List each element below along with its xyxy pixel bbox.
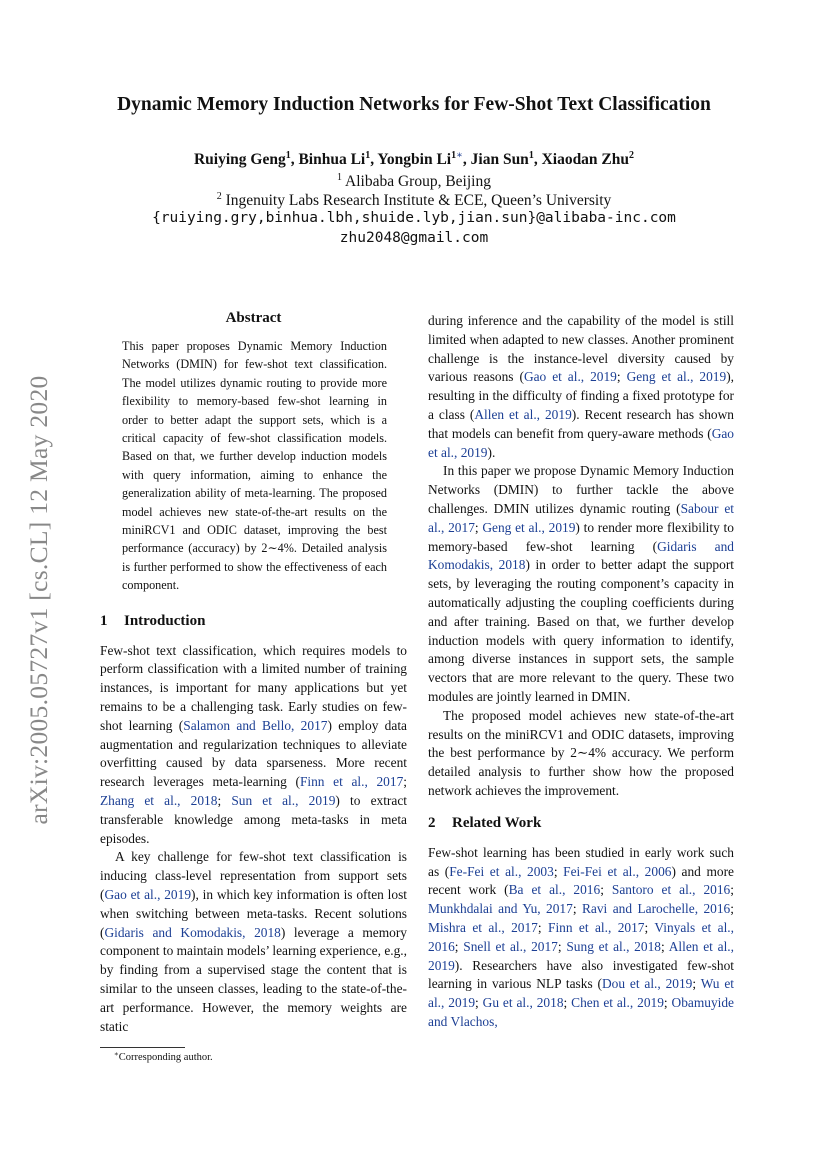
citation-link[interactable]: Allen et al., 2019 [428,938,735,973]
paragraph-text: ). Researchers have also investigated few-shot learning in various NLP tasks ( [428,957,734,992]
arxiv-stamp [20,355,58,845]
citation-link[interactable]: Munkhdalai and Yu, 2017 [428,901,573,917]
citation-link[interactable]: Geng et al., 2019 [626,369,727,385]
abstract-heading: Abstract [225,310,282,326]
citation-link[interactable]: Finn et al., 2017 [299,774,404,790]
paragraph-text: ) employ data augmentation and regularization techniques to alleviate overfitting caused by data sparseness. More recent research leverages meta-learning ( [100,717,407,790]
citation-link[interactable]: Gidaris and Komodakis, 2018 [104,924,281,940]
paragraph-text: ; [644,919,655,935]
citation-link[interactable]: Sung et al., 2018 [566,938,661,954]
arxiv-id: arXiv:2005.05727v1 [cs.CL] 12 May 2020 [24,375,53,825]
paragraph [100,848,407,1036]
section-heading-introduction: 1 Introduction [100,612,206,629]
paragraph-text: Few-shot text classification, which requires models to perform classification with a limited number of training instances, is important for many applications but yet remains to be a challenging task. Early studies on few-shot learning ( [100,642,407,733]
paragraph-text: ). Recent research has shown that models can benefit from query-aware methods ( [428,406,734,441]
paragraph-text: ), resulting in the difficulty of finding a fixed prototype for a class ( [428,369,735,422]
paragraph-text: ; [730,901,734,917]
paragraph-text: ; [557,938,567,954]
paragraph [428,462,734,706]
paragraph [428,707,734,801]
paragraph-text: Few-shot learning has been studied in early work such as ( [428,844,734,879]
author-list: Ruiying Geng$^1$, Binhua Li$^1$, Yongbin $Li^{1∗}$, Jian Sun$^1$, Xiaodan Zhu$^2$ [193,150,635,168]
paper-title: Dynamic Memory Induction Networks for Few-Shot Text Classification [117,94,711,115]
paragraph-text: ) in order to better adapt the support sets, by leveraging the routing component’s capacity in automatically adjusting the coupling coefficients during and after training. Based on that, we further develop induction models with query information to identify, among diverse instances in support sets, the sample vectors that are more relevant to the query. These two modules are jointly learned in DMIN. [428,557,734,704]
paragraph-text: ; [475,995,483,1011]
paragraph-text: ; [553,863,564,879]
paragraph-text: ; [537,919,548,935]
paragraph-text: ). [487,444,496,460]
citation-link[interactable]: Snell et al., 2017 [463,938,558,954]
citation-link[interactable]: Sabour et al., 2017 [428,500,734,535]
citation-link[interactable]: Gao et al., 2019 [523,369,617,385]
citation-link[interactable]: Ravi and Larochelle, 2016 [581,901,731,917]
author: Xiaodan Zhu$^2$ [541,150,635,168]
section-heading-related-work: 2 Related Work [428,814,542,831]
author: Binhua Li$^1$ [298,150,371,168]
paragraph-text: ; [616,369,627,385]
left-column [100,310,407,1036]
citation-link[interactable]: Salamon and Bello, 2017 [183,717,328,733]
paragraph-text: during inference and the capability of the model is still limited when adapted to new classes. Another prominent challenge is the instance-level diversity caused by various reasons ( [428,313,734,385]
author-email: zhu2048@gmail.com [339,230,489,246]
paragraph-text: ) to render more flexibility to memory-based few-shot learning ( [428,519,734,554]
citation-link[interactable]: Allen et al., 2019 [474,406,572,422]
author: Yongbin $Li^{1∗}$ [377,150,463,168]
citation-link[interactable]: Santoro et al., 2016 [611,882,731,898]
paragraph [100,642,407,849]
paragraph-text: ; [454,938,464,954]
paragraph-text: In this paper we propose Dynamic Memory Induction Networks (DMIN) to further tackle the above challenges. DMIN utilizes dynamic routing ( [428,463,734,516]
citation-link[interactable]: Ba et al., 2016 [508,882,601,898]
citation-link[interactable]: Gidaris and Komodakis, 2018 [428,538,734,573]
citation-link[interactable]: Finn et al., 2017 [548,919,645,935]
citation-link[interactable]: Obamuyide and Vlachos, [428,995,735,1029]
paragraph [428,312,734,462]
paragraph-text: ; [572,901,582,917]
citation-link[interactable]: Zhang et al., 2018 [100,793,218,809]
footnote-rule [100,1047,185,1048]
paragraph-text: ; [217,793,232,809]
paragraph-text: ; [474,519,483,535]
author: Ruiying Geng$^1$ [193,150,291,168]
citation-link[interactable]: Wu et al., 2019 [428,976,734,1011]
paragraph-text: ; [403,774,407,790]
affiliation: $^1$ Alibaba Group, Beijing [337,172,491,190]
paragraph-text: ; [663,995,672,1011]
author-email: {ruiying.gry,binhua.lbh,shuide.lyb,jian.sun}@alibaba-inc.com [152,210,676,226]
paragraph-text: ; [692,976,701,992]
citation-link[interactable]: Sun et al., 2019 [231,793,336,809]
citation-link[interactable]: Vinyals et al., 2016 [428,919,734,954]
paragraph-text: A key challenge for few-shot text classification is inducing class-level representation from support sets ( [100,849,407,903]
citation-link[interactable]: Geng et al., 2019 [482,519,576,535]
right-column [428,312,734,1032]
footnote: ∗Corresponding author. [114,1050,213,1063]
citation-link[interactable]: Gao et al., 2019 [104,887,192,903]
paragraph-text: ; [660,938,669,954]
citation-link[interactable]: Mishra et al., 2017 [428,919,538,935]
citation-link[interactable]: Dou et al., 2019 [601,976,693,992]
paragraph-text: The proposed model achieves new state-of-the-art results on the miniRCV1 and ODIC datasets, improving the best performance by 2∼4% accuracy. We perform detailed analysis to further show how the proposed network achieves the improvement. [428,707,734,798]
paragraph-text: ) to extract transferable knowledge among meta-tasks in meta episodes. [100,793,407,846]
paragraph-text: ) and more recent work ( [428,863,734,898]
citation-link[interactable]: Gao et al., 2019 [428,425,734,460]
paragraph-text: ), in which key information is often lost when switching between meta-tasks. Recent solutions ( [100,887,408,940]
citation-link[interactable]: Gu et al., 2018 [482,995,564,1011]
citation-link[interactable]: Fei-Fei et al., 2006 [563,863,672,879]
author: Jian Sun$^1$ [470,150,534,168]
paragraph-text: ) leverage a memory component to maintain models’ learning experience, e.g., by finding from a supervised stage the content that is similar to the unseen classes, leading to the state-of-the-art performance. However, the memory weights are static [100,924,407,1034]
citation-link[interactable]: Fe-Fei et al., 2003 [449,863,554,879]
paragraph-text: ; [563,995,572,1011]
corresponding-author-mark[interactable]: ∗ [456,150,463,161]
paragraph-text: ; [730,882,734,898]
affiliation: $^2$ Ingenuity Labs Research Institute & ECE, Queen’s University [216,191,612,209]
abstract-text: This paper proposes Dynamic Memory Induction Networks (DMIN) for few-shot text classification. The model utilizes dynamic routing to provide more flexibility to memory-based few-shot learning in order to better adapt the support sets, which is a critical capacity of few-shot classification models. Based on that, we further develop induction models with query information, aiming to enhance the generalization ability of meta-learning. The proposed model achieves new state-of-the-art results on the miniRCV1 and ODIC dataset, improving the best performance (accuracy) by 2∼4%. Detailed analysis is further performed to show the effectiveness of each component. [122,339,387,593]
paragraph [428,844,734,1032]
citation-link[interactable]: Chen et al., 2019 [571,995,664,1011]
paragraph-text: ; [600,882,612,898]
